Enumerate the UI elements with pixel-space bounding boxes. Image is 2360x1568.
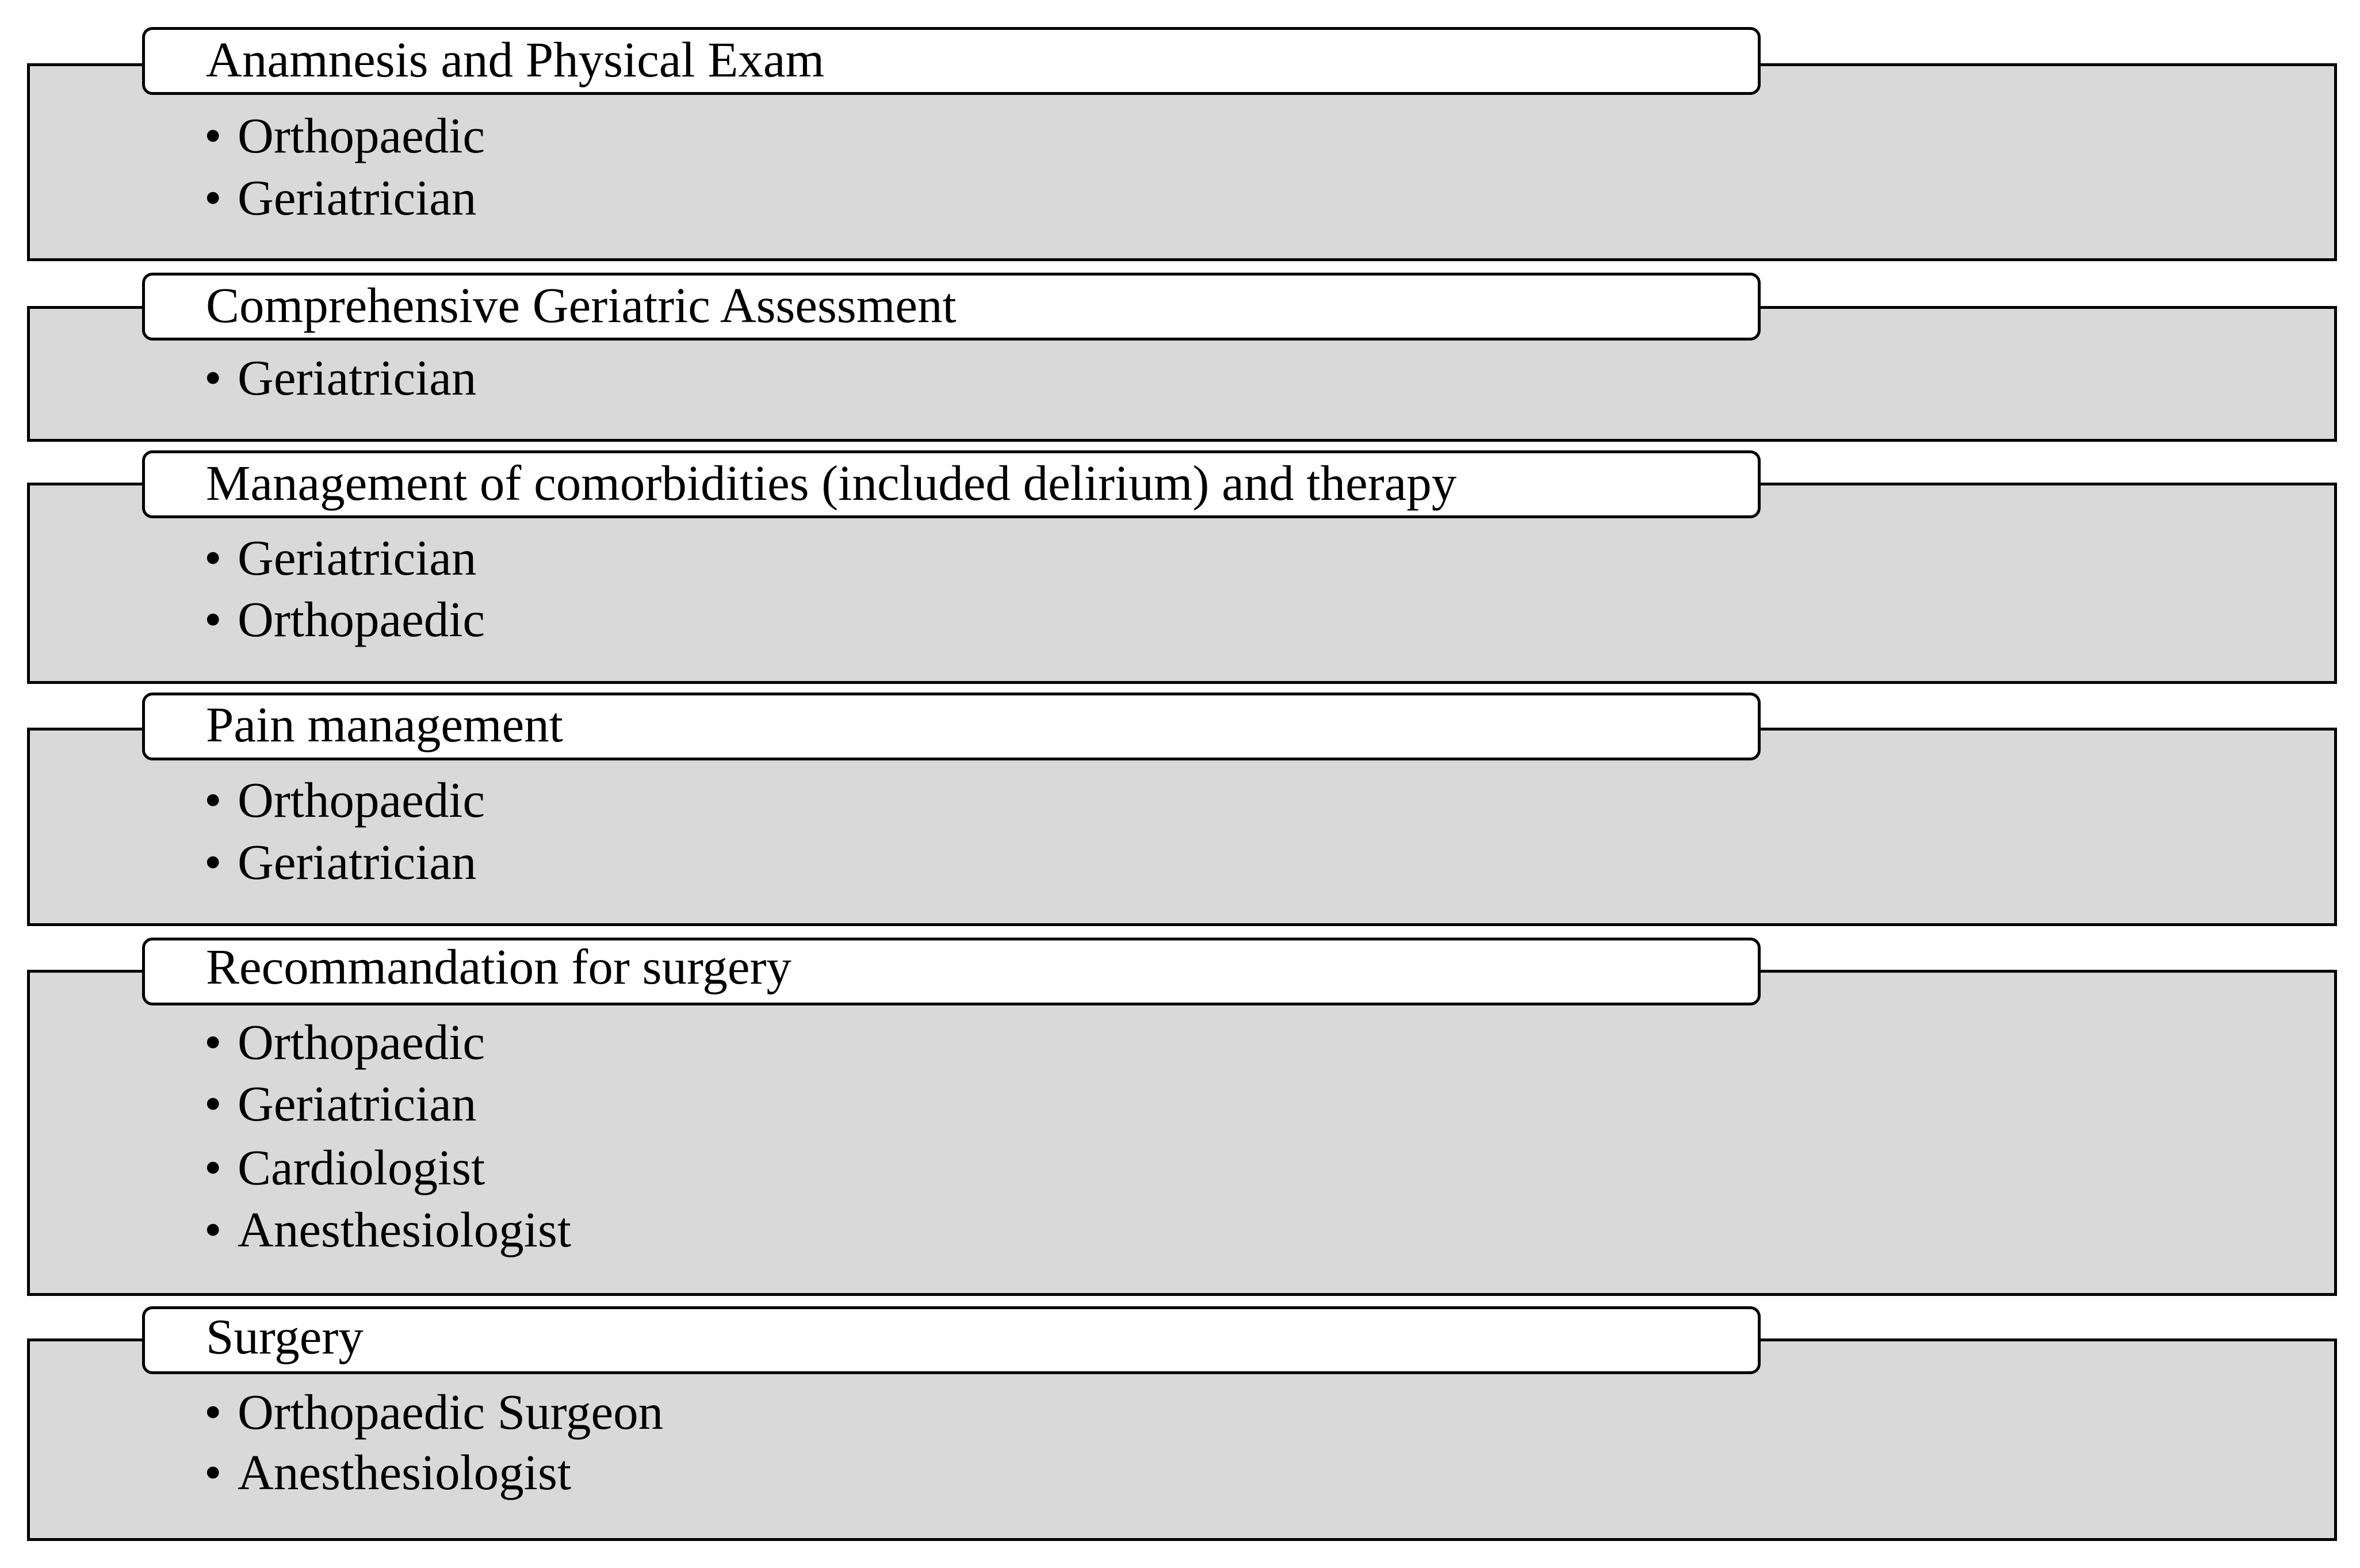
step-item-label: Geriatrician [238, 170, 477, 225]
step-item [204, 349, 476, 407]
step-item-label: Geriatrician [238, 1076, 477, 1131]
step-header-box [142, 1306, 1761, 1374]
step-title: Surgery [206, 1309, 364, 1364]
step-item-label: Orthopaedic Surgeon [238, 1384, 664, 1440]
bullet-icon: • [204, 108, 222, 163]
bullet-icon: • [204, 1444, 222, 1500]
bullet-icon: • [204, 530, 222, 586]
bullet-icon: • [204, 591, 222, 647]
bullet-icon: • [204, 834, 222, 890]
bullet-icon: • [204, 1139, 222, 1195]
step-title: Pain management [206, 697, 563, 752]
step-item-label: Orthopaedic [238, 772, 485, 828]
step-item [204, 529, 476, 587]
step-title: Recommandation for surgery [206, 939, 791, 995]
step-item [204, 1444, 571, 1501]
step-item-label: Anesthesiologist [238, 1202, 571, 1257]
bullet-icon: • [204, 772, 222, 828]
step-item [204, 1139, 485, 1196]
bullet-icon: • [204, 1202, 222, 1257]
step-item-label: Orthopaedic [238, 591, 485, 647]
step-item-label: Geriatrician [238, 350, 477, 406]
step-item-label: Orthopaedic [238, 108, 485, 163]
step-title: Management of comorbidities (included delirium) and therapy [206, 455, 1457, 511]
bullet-icon: • [204, 1076, 222, 1131]
step-item-label: Geriatrician [238, 834, 477, 890]
bullet-icon: • [204, 1014, 222, 1070]
bullet-icon: • [204, 1384, 222, 1440]
step-item [204, 1014, 485, 1071]
step-item-label: Geriatrician [238, 530, 477, 586]
step-item-label: Cardiologist [238, 1139, 485, 1195]
step-item [204, 169, 476, 227]
step-title: Anamnesis and Physical Exam [206, 32, 825, 87]
step-item-label: Anesthesiologist [238, 1444, 571, 1500]
step-item [204, 107, 485, 165]
step-item-label: Orthopaedic [238, 1014, 485, 1070]
step-item [204, 1383, 663, 1441]
step-title: Comprehensive Geriatric Assessment [206, 277, 957, 333]
step-item [204, 833, 476, 891]
step-item [204, 591, 485, 648]
step-item [204, 1201, 571, 1259]
step-item [204, 1075, 476, 1133]
bullet-icon: • [204, 350, 222, 406]
step-item [204, 771, 485, 829]
bullet-icon: • [204, 170, 222, 225]
